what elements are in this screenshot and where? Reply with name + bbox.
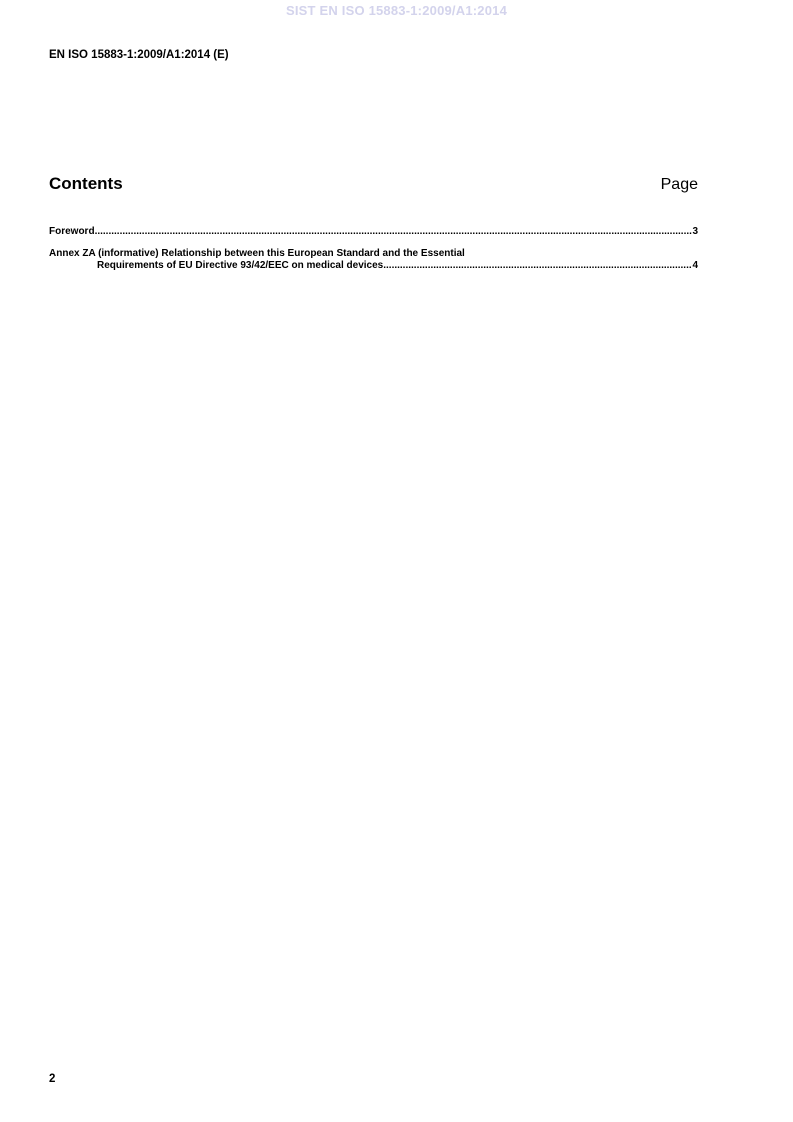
toc-leader-dots — [95, 226, 693, 238]
toc-entry-page[interactable]: 4 — [692, 260, 698, 271]
toc-leader-dots — [383, 260, 692, 272]
toc-entry-label[interactable]: Foreword — [49, 226, 95, 237]
watermark: SIST EN ISO 15883-1:2009/A1:2014 — [285, 3, 508, 18]
page-column-label: Page — [660, 176, 698, 193]
table-of-contents — [49, 226, 698, 272]
toc-entry-label[interactable]: Annex ZA (informative) Relationship between this European Standard and the Essential — [49, 248, 465, 259]
contents-heading — [49, 174, 698, 194]
document-id: EN ISO 15883-1:2009/A1:2014 (E) — [49, 49, 229, 61]
toc-entry-label-continued[interactable]: Requirements of EU Directive 93/42/EEC on medical devices — [97, 260, 384, 271]
toc-entry-annex-za[interactable] — [49, 248, 698, 272]
toc-entry-page[interactable]: 3 — [692, 226, 698, 237]
page-number: 2 — [49, 1073, 56, 1085]
contents-title: Contents — [49, 174, 123, 193]
toc-entry-foreword[interactable] — [49, 226, 698, 238]
